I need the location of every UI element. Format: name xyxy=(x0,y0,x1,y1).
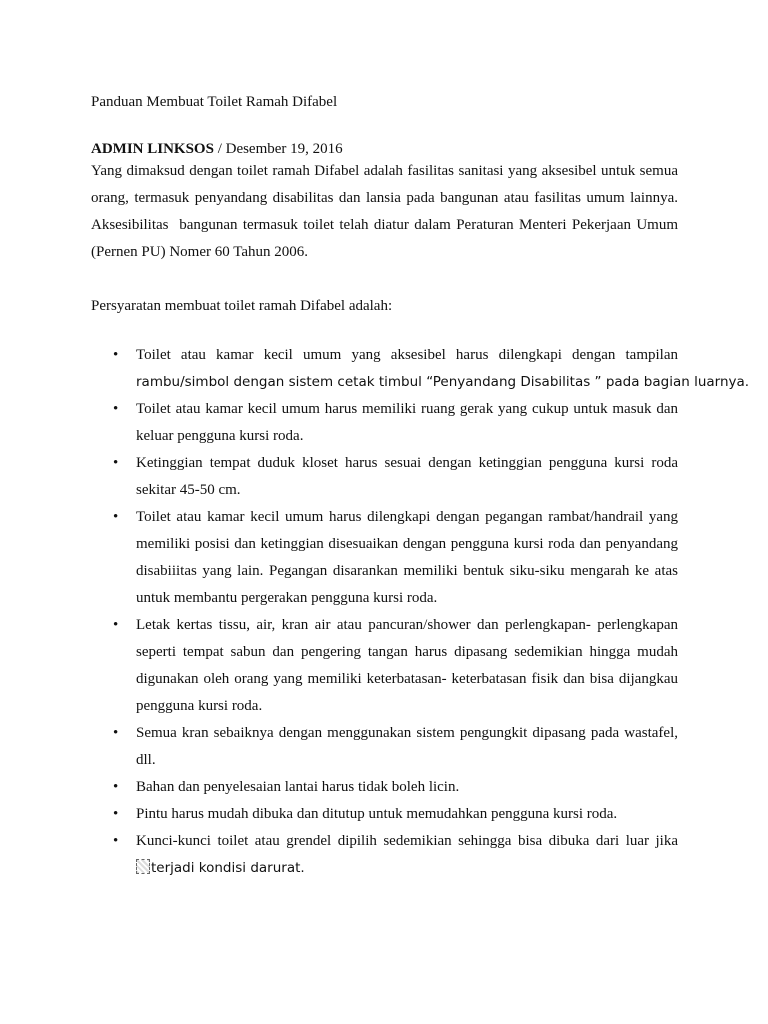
list-item-line: untuk membantu pergerakan pengguna kursi roda. xyxy=(136,590,438,606)
list-item-line-wrapper xyxy=(136,855,678,882)
list-item xyxy=(91,396,678,450)
list-item-line: sekitar 45-50 cm. xyxy=(136,482,241,498)
bullet-icon: • xyxy=(113,779,119,795)
bookmark-marker-icon xyxy=(136,859,150,874)
requirements-heading: Persyaratan membuat toilet ramah Difabel adalah: xyxy=(91,298,393,314)
list-item-line: pengguna kursi roda. xyxy=(136,698,263,714)
intro-paragraph xyxy=(91,158,678,266)
document-title: Panduan Membuat Toilet Ramah Difabel xyxy=(91,94,338,110)
list-item-line: dll. xyxy=(136,752,156,768)
intro-line: orang, termasuk penyandang disabilitas dan lansia pada bangunan atau fasilitas umum lainnya. xyxy=(91,190,678,206)
author-name: ADMIN LINKSOS xyxy=(91,141,214,157)
bullet-icon: • xyxy=(113,401,119,417)
list-item-line: memiliki posisi dan ketinggian disesuaikan dengan pengguna kursi roda dan penyandang xyxy=(136,536,678,552)
list-item-line: Ketinggian tempat duduk kloset harus sesuai dengan ketinggian pengguna kursi roda xyxy=(136,455,678,471)
list-item-line: Letak kertas tissu, air, kran air atau pancuran/shower dan perlengkapan- perlengkapan xyxy=(136,617,678,633)
intro-line: Yang dimaksud dengan toilet ramah Difabel adalah fasilitas sanitasi yang aksesibel untuk semua xyxy=(91,163,678,179)
list-item-line: disabiiitas yang lain. Pegangan disarankan memiliki bentuk siku-siku mengarah ke atas xyxy=(136,563,678,579)
list-item-line: Semua kran sebaiknya dengan menggunakan sistem pengungkit dipasang pada wastafel, xyxy=(136,725,678,741)
list-item xyxy=(91,504,678,612)
intro-line: Aksesibilitas bangunan termasuk toilet telah diatur dalam Peraturan Menteri Pekerjaan Umum xyxy=(91,217,678,233)
list-item xyxy=(91,774,678,801)
list-item xyxy=(91,801,678,828)
intro-line: (Pernen PU) Nomer 60 Tahun 2006. xyxy=(91,244,308,260)
list-item xyxy=(91,342,750,396)
bullet-icon: • xyxy=(113,455,119,471)
publish-date: Desember 19, 2016 xyxy=(225,141,343,157)
list-item xyxy=(91,612,678,720)
bullet-icon: • xyxy=(113,509,119,525)
list-item-line: Bahan dan penyelesaian lantai harus tidak boleh licin. xyxy=(136,779,460,795)
bullet-icon: • xyxy=(113,833,119,849)
list-item-line: Toilet atau kamar kecil umum harus memiliki ruang gerak yang cukup untuk masuk dan xyxy=(136,401,678,417)
bullet-icon: • xyxy=(113,806,119,822)
list-item-line: Kunci-kunci toilet atau grendel dipilih sedemikian sehingga bisa dibuka dari luar jika xyxy=(136,833,678,849)
bullet-icon: • xyxy=(113,725,119,741)
list-item-line: terjadi kondisi darurat. xyxy=(151,860,305,876)
list-item-line: digunakan oleh orang yang memiliki keterbatasan- keterbatasan fisik dan bisa dijangkau xyxy=(136,671,678,687)
bullet-icon: • xyxy=(113,347,119,363)
byline-separator: / xyxy=(213,141,226,157)
list-item-line: Toilet atau kamar kecil umum harus dilengkapi dengan pegangan rambat/handrail yang xyxy=(136,509,678,525)
list-item-line: Pintu harus mudah dibuka dan ditutup untuk memudahkan pengguna kursi roda. xyxy=(136,806,618,822)
requirements-list xyxy=(91,342,750,882)
bullet-icon: • xyxy=(113,617,119,633)
list-item xyxy=(91,450,678,504)
list-item-line: seperti tempat sabun dan pengering tangan harus dipasang sedemikian hingga mudah xyxy=(136,644,678,660)
list-item xyxy=(91,828,678,882)
list-item-line: Toilet atau kamar kecil umum yang aksesibel harus dilengkapi dengan tampilan xyxy=(136,347,678,363)
byline xyxy=(91,140,343,158)
list-item-line: keluar pengguna kursi roda. xyxy=(136,428,304,444)
list-item-line: rambu/simbol dengan sistem cetak timbul “Penyandang Disabilitas ” pada bagian luarnya. xyxy=(136,374,750,390)
list-item xyxy=(91,720,678,774)
